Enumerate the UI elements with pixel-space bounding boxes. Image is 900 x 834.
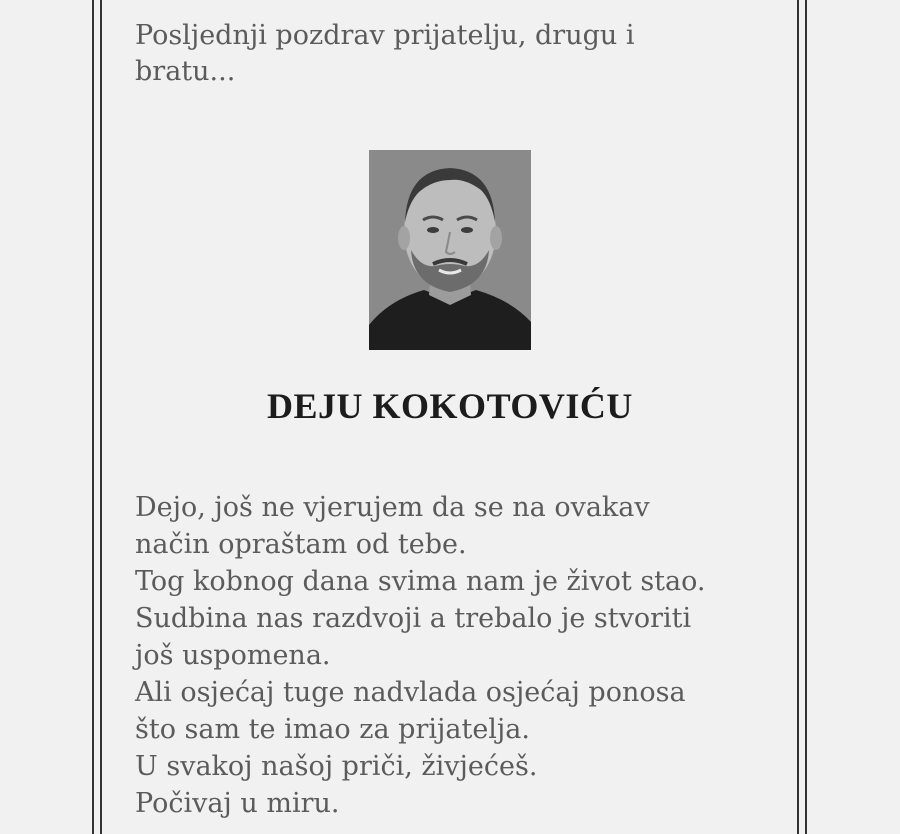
message-line: Počivaj u miru. [135, 788, 340, 819]
message-line: još uspomena. [135, 640, 331, 671]
message-line: način opraštam od tebe. [135, 529, 467, 560]
message-line: Dejo, još ne vjerujem da se na ovakav [135, 492, 650, 523]
message-line: Ali osjećaj tuge nadvlada osjećaj ponosa [135, 677, 686, 708]
deceased-name: DEJU KOKOTOVIĆU [267, 386, 633, 426]
message-line: Tog kobnog dana svima nam je život stao. [135, 566, 706, 597]
message-text [135, 489, 785, 822]
portrait-image [369, 150, 531, 350]
message-line: U svakoj našoj priči, živjećeš. [135, 751, 538, 782]
intro-text [135, 18, 735, 90]
intro-line: bratu... [135, 56, 236, 87]
portrait-photo [369, 150, 531, 350]
message-line: što sam te imao za prijatelja. [135, 714, 530, 745]
message-line: Sudbina nas razdvoji a trebalo je stvoriti [135, 603, 692, 634]
intro-line: Posljednji pozdrav prijatelju, drugu i [135, 20, 635, 51]
